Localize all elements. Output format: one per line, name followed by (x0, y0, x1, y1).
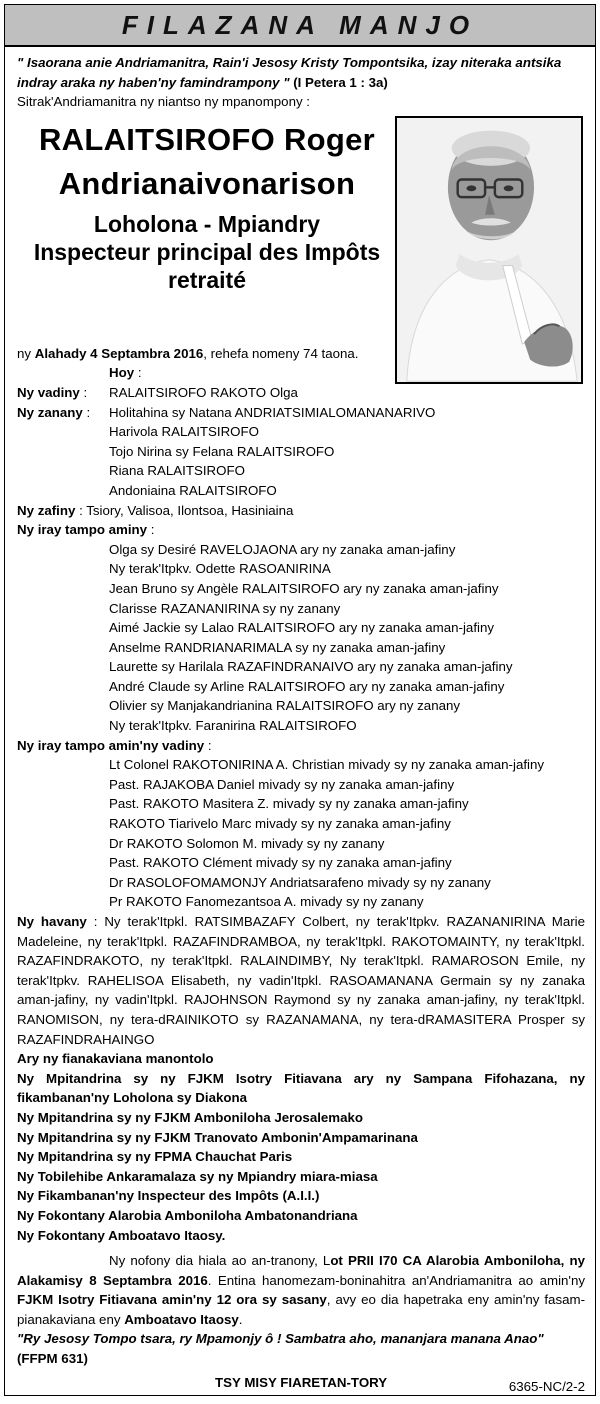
death-date: Alahady 4 Septambra 2016 (34, 345, 204, 361)
funeral-service: FJKM Isotry Fitiavana amin'ny 12 ora sy sasany (17, 1292, 327, 1308)
havany-paragraph (17, 912, 585, 1049)
closing-verse-ref: (FFPM 631) (17, 1351, 88, 1367)
list-item: Ny Tobilehibe Ankaramalaza sy ny Mpiandry miara-miasa (17, 1168, 378, 1184)
opening-verse-ref: (I Petera 1 : 3a) (293, 74, 388, 90)
zafiny-value: : Tsiory, Valisoa, Ilontsoa, Hasiniaina (75, 502, 294, 518)
obituary-notice (4, 4, 596, 1396)
zafiny-line (17, 501, 585, 521)
list-item: Past. RAKOTO Clément mivady sy ny zanaka aman-jafiny (109, 855, 452, 871)
list-item: Ny Fokontany Amboatavo Itaosy. (17, 1227, 226, 1243)
tampo-aminy-sep: : (147, 522, 155, 538)
list-item: André Claude sy Arline RALAITSIROFO ary ny zanaka aman-jafiny (109, 678, 505, 694)
hoy-label: Hoy (109, 365, 135, 381)
notice-footer (17, 1371, 585, 1393)
notice-header (5, 5, 595, 47)
list-item: Ny Fokontany Alarobia Amboniloha Ambatonandriana (17, 1207, 358, 1223)
list-item: Olivier sy Manjakandrianina RALAITSIROFO ary ny zanany (109, 698, 461, 714)
zanany-list (109, 403, 435, 501)
notice-body (5, 47, 595, 1393)
hoy-sep: : (134, 365, 142, 381)
havany-label: Ny havany (17, 914, 87, 929)
list-item: Aimé Jackie sy Lalao RALAITSIROFO ary ny zanaka aman-jafiny (109, 620, 495, 636)
list-item: Clarisse RAZANANIRINA sy ny zanany (109, 600, 341, 616)
deceased-name-line2: Andrianaivonarison (58, 165, 356, 201)
tampo-aminy-label: Ny iray tampo aminy (17, 522, 148, 538)
tampo-vadiny-heading (17, 736, 585, 756)
list-item: Ny Mpitandrina sy ny FJKM Tranovato Ambonin'Ampamarinana (17, 1129, 418, 1145)
death-prefix: ny (17, 345, 32, 361)
funeral-burial-place: Amboatavo Itaosy (124, 1311, 239, 1327)
list-item: Ny terak'Itpkv. Faranirina RALAITSIROFO (109, 718, 357, 734)
list-item: Riana RALAITSIROFO (109, 463, 245, 479)
notice-title: FILAZANA MANJO (121, 9, 479, 40)
tampo-vadiny-label: Ny iray tampo amin'ny vadiny (17, 737, 205, 753)
vadiny-sep: : (79, 384, 88, 400)
list-item: Holitahina sy Natana ANDRIATSIMIALOMANANARIVO (109, 404, 436, 420)
funeral-text-4: . (238, 1311, 243, 1327)
list-item: Ny Mpitandrina sy ny FJKM Amboniloha Jerosalemako (17, 1109, 364, 1125)
list-item: Tojo Nirina sy Felana RALAITSIROFO (109, 443, 335, 459)
zanany-row (17, 403, 585, 501)
vadiny-label: Ny vadiny (17, 384, 80, 400)
zafiny-label: Ny zafiny (17, 502, 76, 518)
list-item: Andoniaina RALAITSIROFO (109, 482, 277, 498)
funeral-text-1: Ny nofony dia hiala ao an-tranony, L (109, 1253, 331, 1269)
list-item: Ary ny fianakaviana manontolo (17, 1051, 214, 1067)
intro-line: Sitrak'Andriamanitra ny niantso ny mpanompony : (17, 94, 310, 110)
death-suffix: , rehefa nomeny 74 taona. (203, 345, 359, 361)
list-item: Anselme RANDRIANARIMALA sy ny zanaka aman-jafiny (109, 639, 446, 655)
list-item: Pr RAKOTO Fanomezantsoa A. mivady sy ny zanany (109, 894, 424, 910)
deceased-photo (395, 116, 583, 384)
deceased-name-line1: RALAITSIROFO Roger (38, 121, 376, 157)
list-item: Ny Mpitandrina sy ny FJKM Isotry Fitiavana ary ny Sampana Fifohazana, ny fikambanan'ny Loholona sy Diakona (17, 1070, 585, 1106)
opening-verse (17, 53, 585, 92)
funeral-text-3: , avy eo dia hapetraka eny amin'ny fasam-pianakaviana eny (17, 1292, 585, 1327)
vadiny-value: RALAITSIROFO RAKOTO Olga (109, 384, 298, 400)
havany-text: : Ny terak'Itpkl. RATSIMBAZAFY Colbert, ny terak'Itpkv. RAZANANIRINA Marie Madeleine, ny terak'Itpkl. RAZAFINDRAMBOA, ny terak'Itpkl. RAKOTOMAINTY, ny terak'Itpkl. RAZAFINDRAKOTO, ny terak'Itpkl. RALAINDIMBY, Ny terak'Itpkl. RAMAROSON Emile, ny terak'Itpkv. RAHELISOA Elisabeth, ny vadin'Itpkl. RASOAMANANA Germain sy ny zanaka aman-jafiny, ny vadin'Itpkl. RAJOHNSON Raymond sy ny zanaka aman-jafiny, ny terak'Itpkl. RANOMISON, ny tera-dRAINIKOTO sy RAZANAMANA, ny tera-dRAMASITERA Prosper sy RAZAFINDRAHAINGO (17, 914, 585, 1047)
list-item: Ny Fikambanan'ny Inspecteur des Impôts (A.I.I.) (17, 1188, 320, 1204)
closing-verse (17, 1329, 585, 1349)
deceased-block (17, 112, 585, 344)
tampo-aminy-heading (17, 520, 585, 540)
list-item: Ny Mpitandrina sy ny FPMA Chauchat Paris (17, 1149, 293, 1165)
list-item: Lt Colonel RAKOTONIRINA A. Christian mivady sy ny zanaka aman-jafiny (109, 757, 545, 773)
tampo-aminy-list (17, 540, 585, 736)
deceased-name-block (17, 112, 397, 294)
list-item: Dr RASOLOFOMAMONJY Andriatsarafeno mivady sy ny zanany (109, 874, 491, 890)
zanany-label: Ny zanany (17, 404, 83, 420)
list-item: Dr RAKOTO Solomon M. mivady sy ny zanany (109, 835, 385, 851)
list-item: Harivola RALAITSIROFO (109, 424, 259, 440)
list-item: Laurette sy Harilala RAZAFINDRANAIVO ary ny zanaka aman-jafiny (109, 659, 513, 675)
tampo-vadiny-list (17, 755, 585, 912)
tampo-vadiny-sep: : (204, 737, 212, 753)
deceased-title-line1: Loholona - Mpiandry (93, 210, 321, 237)
footer-sign: TSY MISY FIARETAN-TORY (215, 1374, 388, 1390)
list-item: RAKOTO Tiarivelo Marc mivady sy ny zanaka aman-jafiny (109, 816, 451, 832)
list-item: Olga sy Desiré RAVELOJAONA ary ny zanaka aman-jafiny (109, 541, 456, 557)
list-item: Jean Bruno sy Angèle RALAITSIROFO ary ny zanaka aman-jafiny (109, 580, 499, 596)
zanany-sep: : (82, 404, 91, 420)
fianakaviana-list (17, 1049, 585, 1245)
deceased-title-line2: Inspecteur principal des Impôts (33, 238, 381, 265)
funeral-place-date: ot PRII I70 CA Alarobia Amboniloha, ny Alakamisy 8 Septambra 2016 (17, 1253, 585, 1288)
zanany-label-cell (17, 403, 109, 501)
vadiny-row (17, 383, 585, 403)
deceased-title-line3: retraité (168, 266, 246, 293)
closing-verse-text: "Ry Jesosy Tompo tsara, ry Mpamonjy ô ! Sambatra aho, mananjara manana Anao" (17, 1331, 544, 1347)
portrait-image (397, 118, 581, 382)
list-item: Past. RAJAKOBA Daniel mivady sy ny zanaka aman-jafiny (109, 776, 455, 792)
vadiny-label-cell (17, 383, 109, 403)
footer-code: 6365-NC/2-2 (508, 1378, 585, 1394)
funeral-paragraph (17, 1251, 585, 1329)
funeral-text-2: . Entina hanomezam-boninahitra an'Andriamanitra ao amin'ny (207, 1272, 586, 1288)
opening-verse-text: " Isaorana anie Andriamanitra, Rain'i Jesosy Kristy Tompontsika, izay niteraka antsika indray araka ny haben'ny famindrampony " (17, 55, 562, 90)
list-item: Ny terak'Itpkv. Odette RASOANIRINA (109, 561, 331, 577)
list-item: Past. RAKOTO Masitera Z. mivady sy ny zanaka aman-jafiny (109, 796, 469, 812)
